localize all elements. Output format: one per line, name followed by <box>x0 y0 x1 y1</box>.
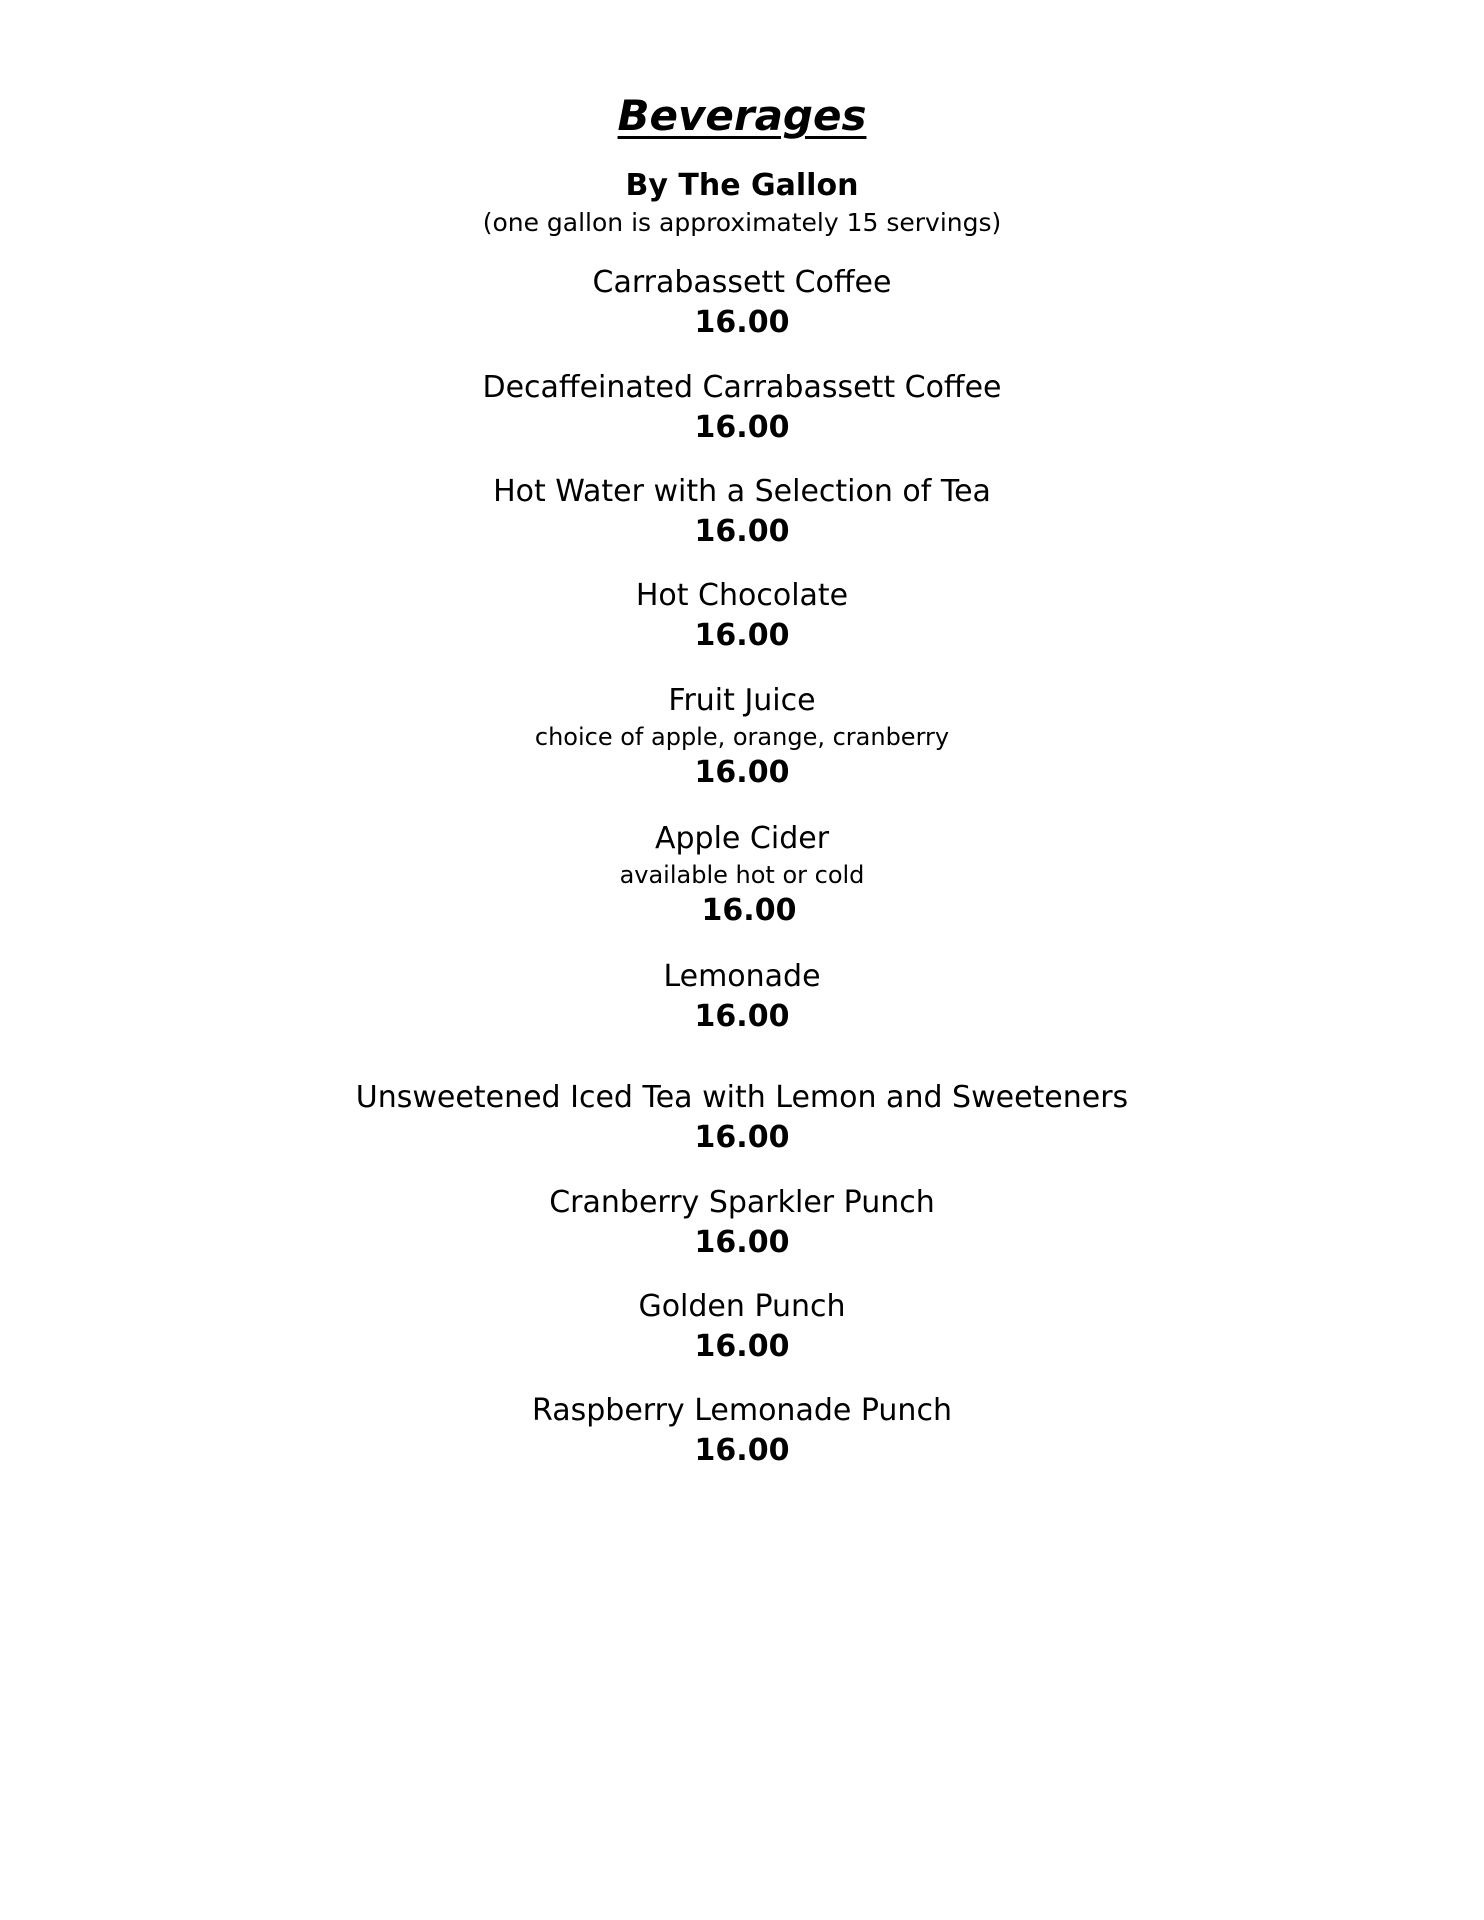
menu-item-name: Cranberry Sparkler Punch <box>549 1185 935 1220</box>
menu-item-price: 16.00 <box>694 1433 790 1468</box>
menu-item <box>0 472 1484 552</box>
section-heading: By The Gallon <box>625 168 859 203</box>
menu-item <box>0 957 1484 1037</box>
menu-item-price: 16.00 <box>694 410 790 445</box>
menu-item <box>0 681 1484 793</box>
menu-item <box>0 1078 1484 1158</box>
menu-item <box>0 1287 1484 1367</box>
menu-item-price: 16.00 <box>694 999 790 1034</box>
menu-item-name: Unsweetened Iced Tea with Lemon and Sweeteners <box>355 1080 1129 1115</box>
menu-item-name: Raspberry Lemonade Punch <box>532 1393 952 1428</box>
menu-item-name: Hot Chocolate <box>635 578 849 613</box>
menu-item-name: Hot Water with a Selection of Tea <box>493 474 991 509</box>
menu-item <box>0 368 1484 448</box>
section-note: (one gallon is approximately 15 servings) <box>482 208 1002 237</box>
menu-item-price: 16.00 <box>694 1120 790 1155</box>
menu-item <box>0 576 1484 656</box>
menu-item-name: Apple Cider <box>654 821 830 856</box>
menu-item-price: 16.00 <box>694 1329 790 1364</box>
menu-item-note: available hot or cold <box>619 861 865 889</box>
page-title: Beverages <box>617 91 867 140</box>
menu-item <box>0 1391 1484 1471</box>
menu-item-name: Lemonade <box>663 959 821 994</box>
menu-item-price: 16.00 <box>694 514 790 549</box>
menu-item <box>0 1183 1484 1263</box>
menu-item-name: Carrabassett Coffee <box>592 265 892 300</box>
menu-item-price: 16.00 <box>694 1225 790 1260</box>
menu-item <box>0 263 1484 343</box>
menu-item-price: 16.00 <box>701 893 797 928</box>
menu-item-price: 16.00 <box>694 618 790 653</box>
menu-item-price: 16.00 <box>694 755 790 790</box>
menu-item-price: 16.00 <box>694 305 790 340</box>
menu-item-note: choice of apple, orange, cranberry <box>534 723 950 751</box>
menu-item-name: Decaffeinated Carrabassett Coffee <box>482 370 1002 405</box>
menu-item-name: Fruit Juice <box>668 683 816 718</box>
menu-item <box>0 819 1484 931</box>
menu-item-name: Golden Punch <box>638 1289 846 1324</box>
